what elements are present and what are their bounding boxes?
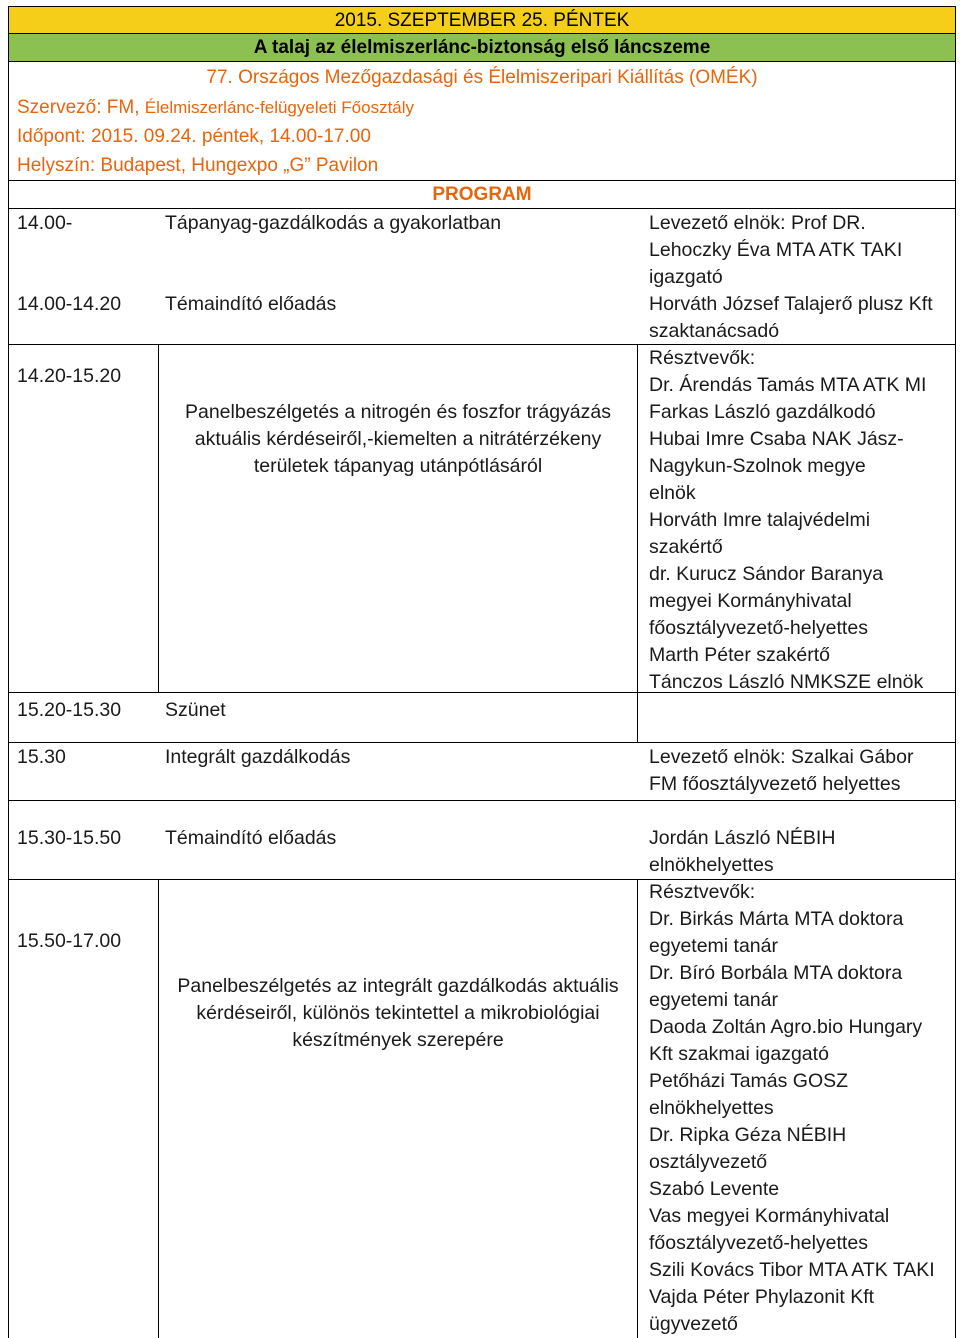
row-time: 15.30 — [17, 746, 66, 768]
venue-line — [17, 152, 378, 179]
right-line: FM főosztályvezető helyettes — [649, 773, 901, 795]
right-line: Marth Péter szakértő — [649, 644, 830, 666]
row-time: 14.20-15.20 — [17, 365, 122, 387]
row-divider — [9, 742, 955, 743]
panel-description — [159, 973, 637, 1054]
venue-value: Budapest, Hungexpo „G” Pavilon — [100, 155, 379, 176]
right-line: Dr. Árendás Tamás MTA ATK MI — [649, 374, 927, 396]
row-time: 15.50-17.00 — [17, 930, 122, 952]
right-line: Szabó Levente — [649, 1178, 780, 1200]
right-line: Tánczos László NMKSZE elnök — [649, 671, 924, 693]
row-speaker — [649, 291, 933, 345]
right-line: szakértő — [649, 536, 723, 558]
panel-line: Panelbeszélgetés az integrált gazdálkodás aktuális — [177, 975, 619, 997]
organizer-value: FM, — [106, 97, 140, 118]
right-line: szaktanácsadó — [649, 320, 780, 342]
right-line: egyetemi tanár — [649, 935, 778, 957]
right-line: Dr. Bíró Borbála MTA doktora — [649, 962, 903, 984]
row-divider — [9, 800, 955, 801]
row-chair — [649, 744, 914, 798]
column-divider — [158, 345, 159, 692]
right-line: Vas megyei Kormányhivatal — [649, 1205, 890, 1227]
right-line: Petőházi Tamás GOSZ — [649, 1070, 849, 1092]
right-line: főosztályvezető-helyettes — [649, 1232, 868, 1254]
right-line: Levezető elnök: Szalkai Gábor — [649, 746, 914, 768]
column-divider — [158, 880, 159, 1338]
row-title: Tápanyag-gazdálkodás a gyakorlatban — [165, 212, 502, 234]
right-line: Daoda Zoltán Agro.bio Hungary — [649, 1016, 923, 1038]
right-line: igazgató — [649, 266, 723, 288]
right-line: Kft szakmai igazgató — [649, 1043, 829, 1065]
right-line: osztályvezető — [649, 1151, 768, 1173]
panel-line: aktuális kérdéseiről,-kiemelten a nitrátérzékeny — [194, 428, 602, 450]
program-label: PROGRAM — [432, 184, 532, 205]
column-divider — [637, 345, 638, 742]
row-time: 14.00- — [17, 212, 73, 234]
right-line: főosztályvezető-helyettes — [649, 617, 868, 639]
panel-description — [159, 399, 637, 480]
right-line: Farkas László gazdálkodó — [649, 401, 876, 423]
exhibition-name: 77. Országos Mezőgazdasági és Élelmiszeripari Kiállítás (OMÉK) — [206, 67, 758, 88]
title-banner — [8, 33, 956, 62]
row-speaker — [649, 825, 835, 879]
right-line: Horváth Imre talajvédelmi — [649, 509, 871, 531]
participants-list — [649, 345, 926, 696]
right-line: Nagykun-Szolnok megye — [649, 455, 866, 477]
row-title: Témaindító előadás — [165, 293, 337, 315]
right-line: elnök — [649, 482, 696, 504]
column-divider — [637, 880, 638, 1338]
organizer-line — [17, 94, 414, 121]
right-line: Résztvevők: — [649, 881, 756, 903]
right-line: Dr. Birkás Márta MTA doktora — [649, 908, 904, 930]
time-label: Időpont: — [17, 126, 86, 147]
right-line: Horváth József Talajerő plusz Kft — [649, 293, 933, 315]
participants-list — [649, 879, 935, 1338]
row-time: 15.30-15.50 — [17, 827, 122, 849]
row-title: Témaindító előadás — [165, 827, 337, 849]
row-time: 14.00-14.20 — [17, 293, 122, 315]
program-heading — [8, 180, 956, 209]
right-line: Lehoczky Éva MTA ATK TAKI — [649, 239, 903, 261]
right-line: egyetemi tanár — [649, 989, 778, 1011]
date-text: 2015. SZEPTEMBER 25. PÉNTEK — [334, 10, 630, 31]
row-title: Szünet — [165, 699, 226, 721]
right-line: Szili Kovács Tibor MTA ATK TAKI — [649, 1259, 935, 1281]
right-line: elnökhelyettes — [649, 854, 774, 876]
row-chair — [649, 210, 902, 291]
time-line — [17, 123, 371, 150]
right-line: Dr. Ripka Géza NÉBIH — [649, 1124, 847, 1146]
program-table — [8, 208, 956, 1338]
panel-line: Panelbeszélgetés a nitrogén és foszfor trágyázás — [184, 401, 611, 423]
panel-line: készítmények szerepére — [292, 1029, 504, 1051]
right-line: megyei Kormányhivatal — [649, 590, 852, 612]
event-title: A talaj az élelmiszerlánc-biztonság első láncszeme — [253, 37, 711, 58]
panel-line: kérdéseiről, különös tekintettel a mikrobiológiai — [196, 1002, 600, 1024]
organizer-unit: Élelmiszerlánc-felügyeleti Főosztály — [144, 98, 415, 117]
right-line: dr. Kurucz Sándor Baranya — [649, 563, 884, 585]
right-line: ügyvezető — [649, 1313, 738, 1335]
row-time: 15.20-15.30 — [17, 699, 122, 721]
row-title: Integrált gazdálkodás — [165, 746, 351, 768]
time-value: 2015. 09.24. péntek, 14.00-17.00 — [90, 126, 371, 147]
right-line: Vajda Péter Phylazonit Kft — [649, 1286, 875, 1308]
right-line: Levezető elnök: Prof DR. — [649, 212, 866, 234]
right-line: Hubai Imre Csaba NAK Jász- — [649, 428, 904, 450]
panel-line: területek tápanyag utánpótlásáról — [253, 455, 543, 477]
organizer-label: Szervező: — [17, 97, 102, 118]
right-line: elnökhelyettes — [649, 1097, 774, 1119]
event-info — [8, 61, 956, 181]
right-line: Résztvevők: — [649, 347, 756, 369]
right-line: Jordán László NÉBIH — [649, 827, 836, 849]
date-banner — [8, 6, 956, 34]
venue-label: Helyszín: — [17, 155, 96, 176]
